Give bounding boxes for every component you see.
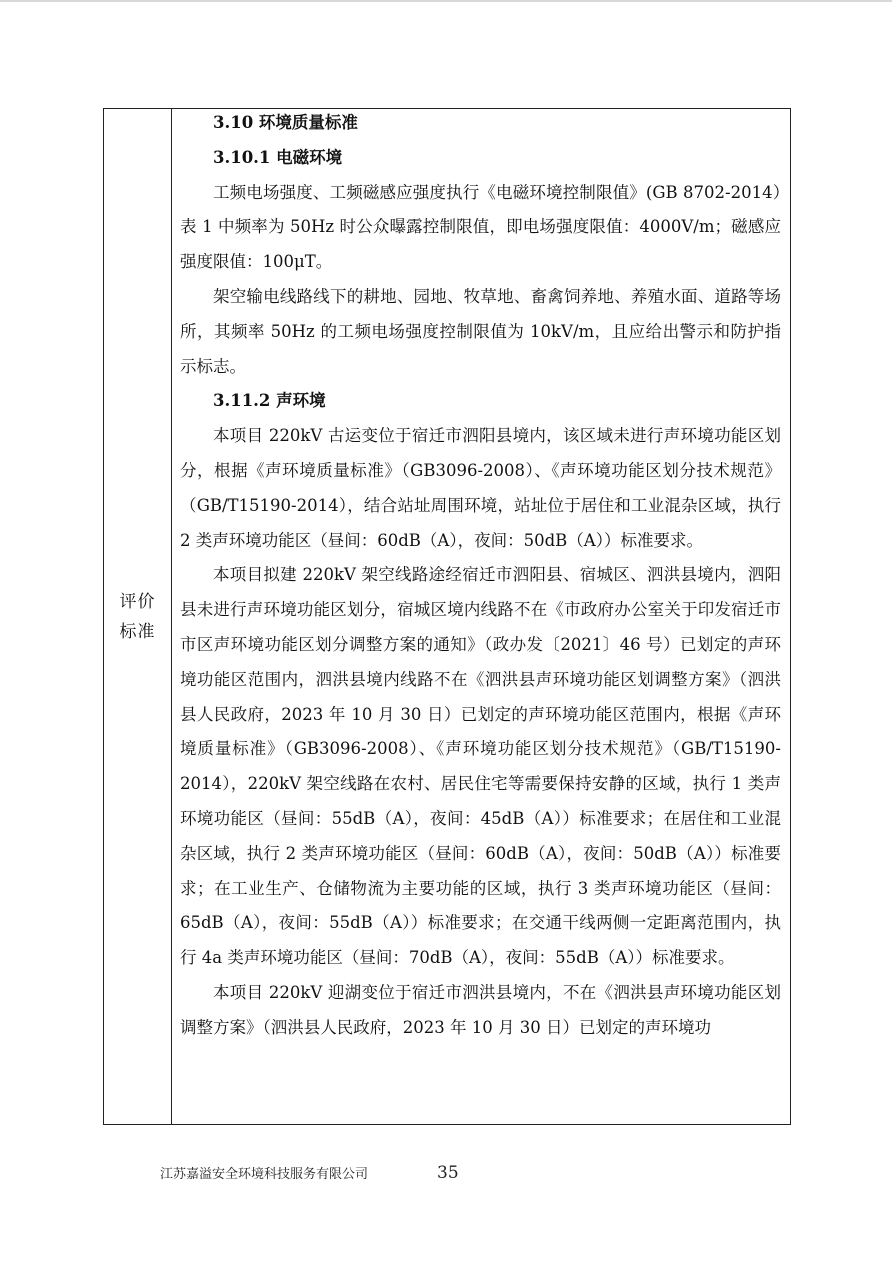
paragraph-overhead-line-limits: 架空输电线路线下的耕地、园地、牧草地、畜禽饲养地、养殖水面、道路等场所，其频率 50Hz 的工频电场强度控制限值为 10kV/m，且应给出警示和防护指示标志。	[180, 286, 781, 376]
paragraph-em-limits: 工频电场强度、工频磁感应强度执行《电磁环境控制限值》(GB 8702-2014）表 1 中频率为 50Hz 时公众曝露控制限值，即电场强度限值：4000V/m；磁感应强度限值：100μT。	[180, 182, 781, 272]
section-heading-em-environment: 3.10.1 电磁环境	[213, 147, 343, 167]
footer-company-name: 江苏嘉溢安全环境科技服务有限公司	[160, 1167, 369, 1182]
standards-table	[103, 108, 791, 1125]
section-heading-acoustic-environment: 3.11.2 声环境	[213, 391, 326, 411]
paragraph-overhead-line-noise: 本项目拟建 220kV 架空线路途经宿迁市泗阳县、宿城区、泗洪县境内，泗阳县未进行声环境功能区划分，宿城区境内线路不在《市政府办公室关于印发宿迁市市区声环境功能区划分调整方案的通知》（政办发〔2021〕46 号）已划定的声环境功能区范围内，泗洪县境内线路不在《泗洪县声环境功能区划调整方案》（泗洪县人民政府，2023 年 10 月 30 日）已划定的声环境功能区范围内，根据《声环境质量标准》（GB3096-2008）、《声环境功能区划分技术规范》（GB/T15190-2014），220kV 架空线路在农村、居民住宅等需要保持安静的区域，执行 1 类声环境功能区（昼间：55dB（A），夜间：45dB（A））标准要求；在居住和工业混杂区域，执行 2 类声环境功能区（昼间：60dB（A），夜间：50dB（A））标准要求；在工业生产、仓储物流为主要功能的区域，执行 3 类声环境功能区（昼间：65dB（A），夜间：55dB（A））标准要求；在交通干线两侧一定距离范围内，执行 4a 类声环境功能区（昼间：70dB（A），夜间：55dB（A））标准要求。	[180, 565, 781, 968]
evaluation-standard-label: 评价标准	[119, 591, 156, 642]
section-heading-env-quality: 3.10 环境质量标准	[213, 113, 358, 132]
paragraph-guyun-substation: 本项目 220kV 古运变位于宿迁市泗阳县境内，该区域未进行声环境功能区划分，根据《声环境质量标准》（GB3096-2008）、《声环境功能区划分技术规范》（GB/T15190-2014），结合站址周围环境，站址位于居住和工业混杂区域，执行 2 类声环境功能区（昼间：60dB（A），夜间：50dB（A））标准要求。	[180, 426, 781, 550]
page-number: 35	[437, 1163, 459, 1183]
table-label-cell	[104, 109, 172, 1124]
table-content-cell	[172, 109, 790, 1124]
paragraph-yinghu-substation: 本项目 220kV 迎湖变位于宿迁市泗洪县境内，不在《泗洪县声环境功能区划调整方案》（泗洪县人民政府，2023 年 10 月 30 日）已划定的声环境功	[180, 982, 781, 1037]
top-border-line	[0, 0, 892, 2]
